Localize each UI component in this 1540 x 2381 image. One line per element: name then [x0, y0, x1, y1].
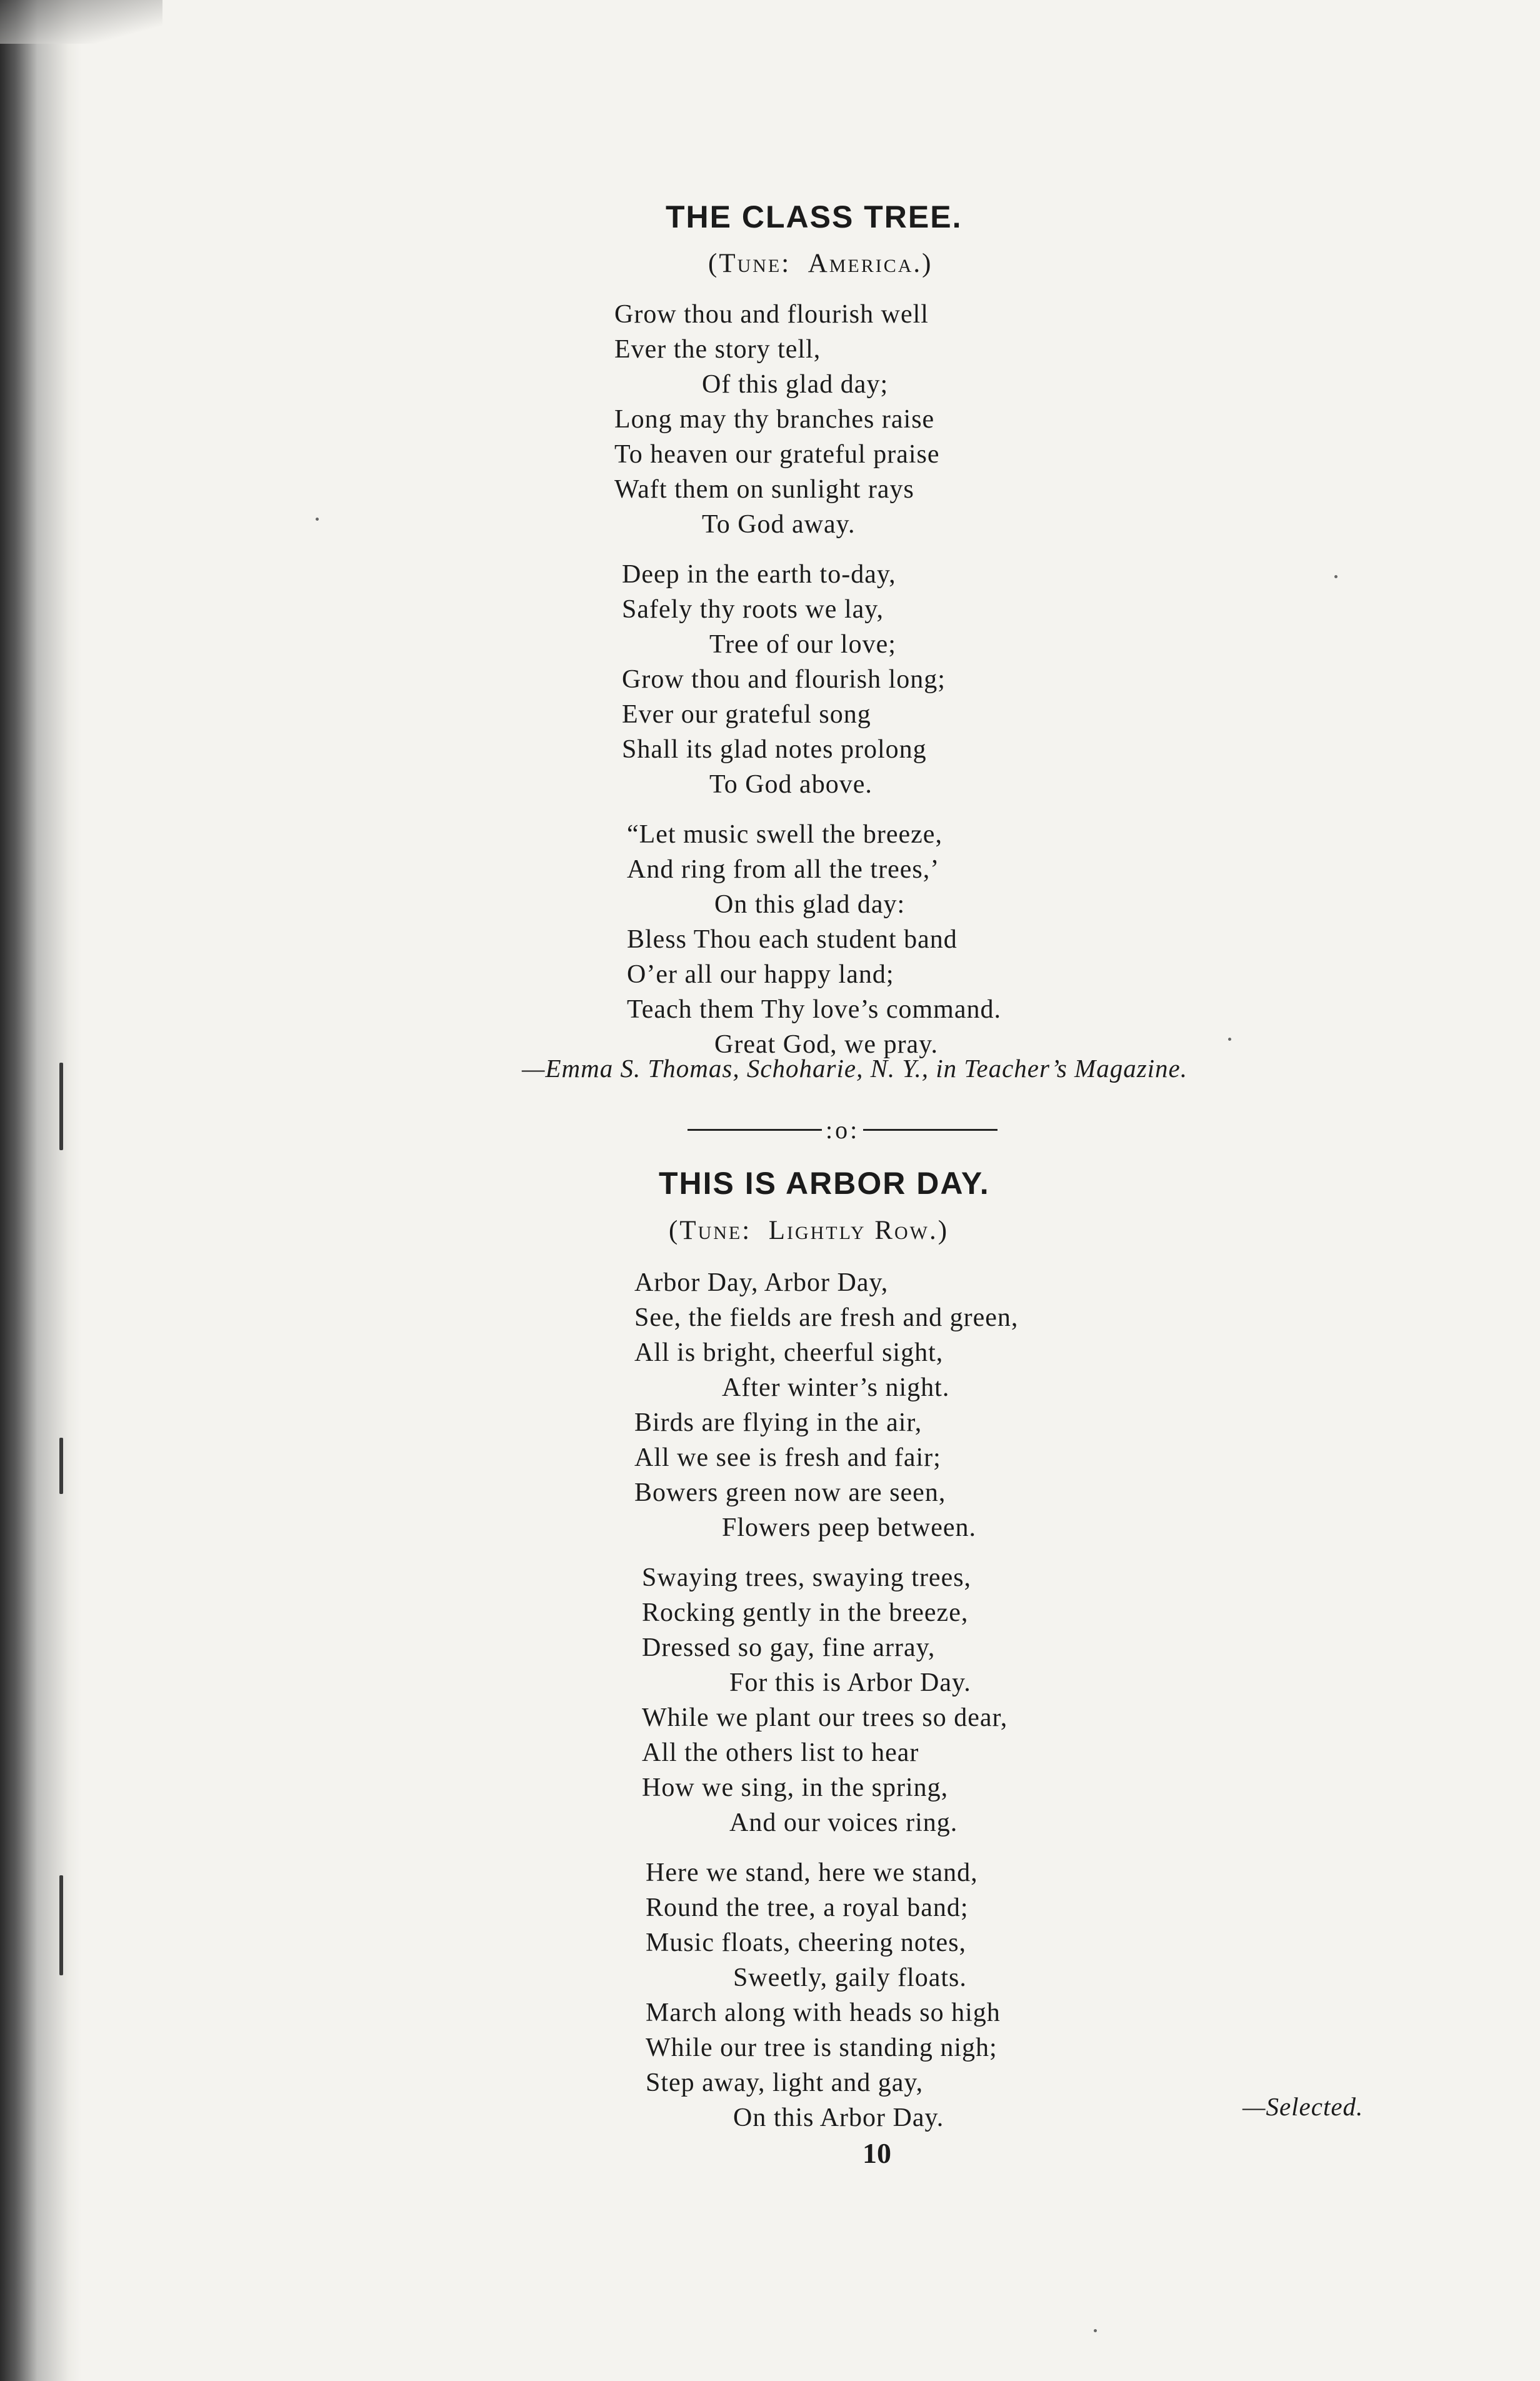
print-speck	[1228, 1038, 1231, 1041]
poem2-stanza-2	[642, 1560, 1018, 1840]
verse-line: Music floats, cheering notes,	[646, 1928, 967, 1957]
verse-line: And ring from all the trees,’	[627, 855, 940, 884]
verse-line: While our tree is standing nigh;	[646, 2033, 998, 2062]
print-speck	[1094, 2329, 1097, 2332]
verse-line: On this Arbor Day.	[733, 2103, 944, 2132]
verse-line: Of this glad day;	[702, 370, 889, 399]
verse-line: How we sing, in the spring,	[642, 1773, 949, 1802]
poem1-title: THE CLASS TREE.	[666, 199, 962, 234]
poem1-tune-label: (Tune:	[708, 249, 791, 278]
verse-line: Birds are flying in the air,	[634, 1408, 922, 1437]
verse-line: Arbor Day, Arbor Day,	[634, 1268, 889, 1297]
poem2-body	[634, 1265, 1018, 2150]
poem2-tune	[669, 1215, 949, 1246]
poem2-stanza-1	[634, 1265, 1018, 1545]
binding-mark	[59, 1438, 63, 1494]
verse-line: Flowers peep between.	[722, 1513, 977, 1542]
verse-line: Step away, light and gay,	[646, 2068, 924, 2097]
verse-line: O’er all our happy land;	[627, 960, 894, 989]
verse-line: All is bright, cheerful sight,	[634, 1338, 944, 1367]
page-number: 10	[862, 2137, 891, 2169]
poem1-stanza-1	[614, 297, 1001, 542]
verse-line: Teach them Thy love’s command.	[627, 995, 1001, 1024]
divider-rule-right	[863, 1129, 998, 1131]
verse-line: Swaying trees, swaying trees,	[642, 1563, 972, 1592]
divider-rule-left	[688, 1129, 822, 1131]
verse-line: And our voices ring.	[729, 1808, 958, 1837]
print-speck	[316, 518, 319, 521]
verse-line: To heaven our grateful praise	[614, 440, 940, 469]
verse-line: For this is Arbor Day.	[729, 1668, 971, 1697]
verse-line: Tree of our love;	[709, 630, 896, 659]
verse-line: While we plant our trees so dear,	[642, 1703, 1008, 1732]
poem1-stanza-2	[622, 557, 1001, 802]
poem1-tune-name: America.)	[808, 249, 933, 278]
verse-line: Ever our grateful song	[622, 700, 871, 729]
verse-line: All the others list to hear	[642, 1738, 919, 1767]
verse-line: Grow thou and flourish well	[614, 300, 929, 329]
verse-line: Round the tree, a royal band;	[646, 1893, 969, 1922]
poem2-tune-label: (Tune:	[669, 1216, 752, 1245]
poem2-attribution: —Selected.	[1242, 2092, 1364, 2121]
binding-mark	[59, 1875, 63, 1975]
verse-line: Bless Thou each student band	[627, 925, 958, 954]
verse-line: March along with heads so high	[646, 1998, 1001, 2027]
binding-mark	[59, 1063, 63, 1150]
poem2-stanza-3	[646, 1855, 1018, 2135]
verse-line: Long may thy branches raise	[614, 405, 935, 434]
poem2-title: THIS IS ARBOR DAY.	[659, 1166, 990, 1201]
verse-line: See, the fields are fresh and green,	[634, 1303, 1019, 1332]
verse-line: Waft them on sunlight rays	[614, 475, 914, 504]
verse-line: On this glad day:	[714, 890, 906, 919]
verse-line: To God above.	[709, 770, 872, 799]
poem1-attribution: —Emma S. Thomas, Schoharie, N. Y., in Teacher’s Magazine.	[522, 1054, 1188, 1083]
verse-line: Shall its glad notes prolong	[622, 735, 927, 764]
verse-line: Rocking gently in the breeze,	[642, 1598, 969, 1627]
verse-line: Here we stand, here we stand,	[646, 1858, 978, 1887]
poem1-stanza-3	[627, 817, 1001, 1062]
section-divider	[688, 1115, 998, 1145]
verse-line: Great God, we pray.	[714, 1030, 938, 1059]
poem1-body	[614, 297, 1001, 1077]
poem1-tune	[708, 248, 933, 279]
verse-line: Sweetly, gaily floats.	[733, 1963, 967, 1992]
page-corner-shadow	[0, 0, 162, 44]
verse-line: After winter’s night.	[722, 1373, 950, 1402]
page-binding-edge	[0, 0, 81, 2381]
verse-line: “Let music swell the breeze,	[627, 820, 942, 849]
print-speck	[1334, 575, 1338, 578]
verse-line: Dressed so gay, fine array,	[642, 1633, 936, 1662]
poem2-tune-name: Lightly Row.)	[768, 1216, 949, 1245]
verse-line: Deep in the earth to-day,	[622, 560, 896, 589]
verse-line: Ever the story tell,	[614, 335, 821, 364]
divider-ornament: :o:	[826, 1116, 860, 1144]
verse-line: To God away.	[702, 510, 856, 539]
verse-line: All we see is fresh and fair;	[634, 1443, 941, 1472]
verse-line: Grow thou and flourish long;	[622, 665, 946, 694]
verse-line: Bowers green now are seen,	[634, 1478, 946, 1507]
verse-line: Safely thy roots we lay,	[622, 595, 884, 624]
